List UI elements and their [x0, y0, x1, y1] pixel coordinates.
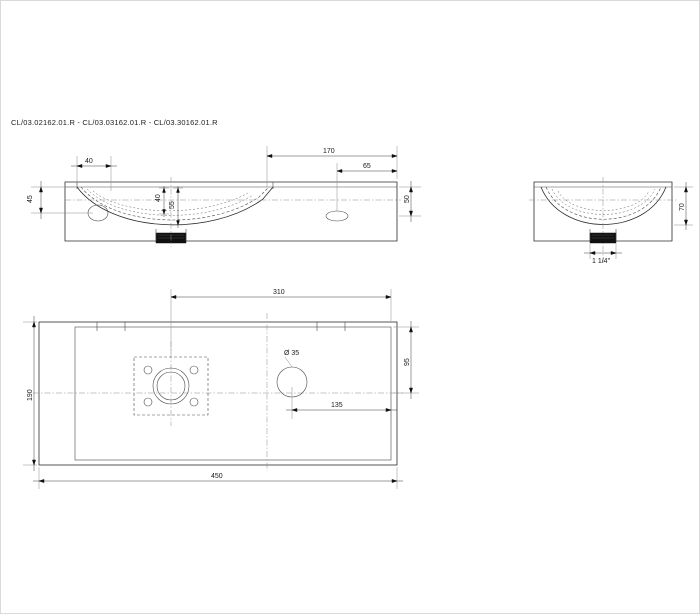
top-plan-view [23, 289, 419, 489]
side-elevation-view [529, 177, 693, 265]
dim-top-dia35: Ø 35 [284, 350, 300, 357]
dim-front-50: 50 [404, 195, 411, 203]
dim-top-310: 310 [273, 289, 285, 296]
dim-top-95: 95 [404, 358, 411, 366]
dim-side-pipe: 1 1/4" [592, 258, 611, 265]
dim-front-170: 170 [323, 148, 335, 155]
dim-front-40: 40 [85, 158, 93, 165]
dim-side-70: 70 [679, 203, 686, 211]
technical-drawing [1, 1, 700, 615]
dim-top-190: 190 [27, 389, 34, 401]
dim-front-40b: 40 [155, 194, 162, 202]
dim-front-55: 55 [169, 201, 176, 209]
dim-front-65: 65 [363, 163, 371, 170]
front-elevation-view [27, 146, 421, 247]
part-number-title: CL/03.02162.01.R - CL/03.03162.01.R - CL/03.30162.01.R [11, 118, 218, 127]
dim-top-135: 135 [331, 402, 343, 409]
dim-front-45: 45 [27, 195, 34, 203]
dim-top-450: 450 [211, 473, 223, 480]
